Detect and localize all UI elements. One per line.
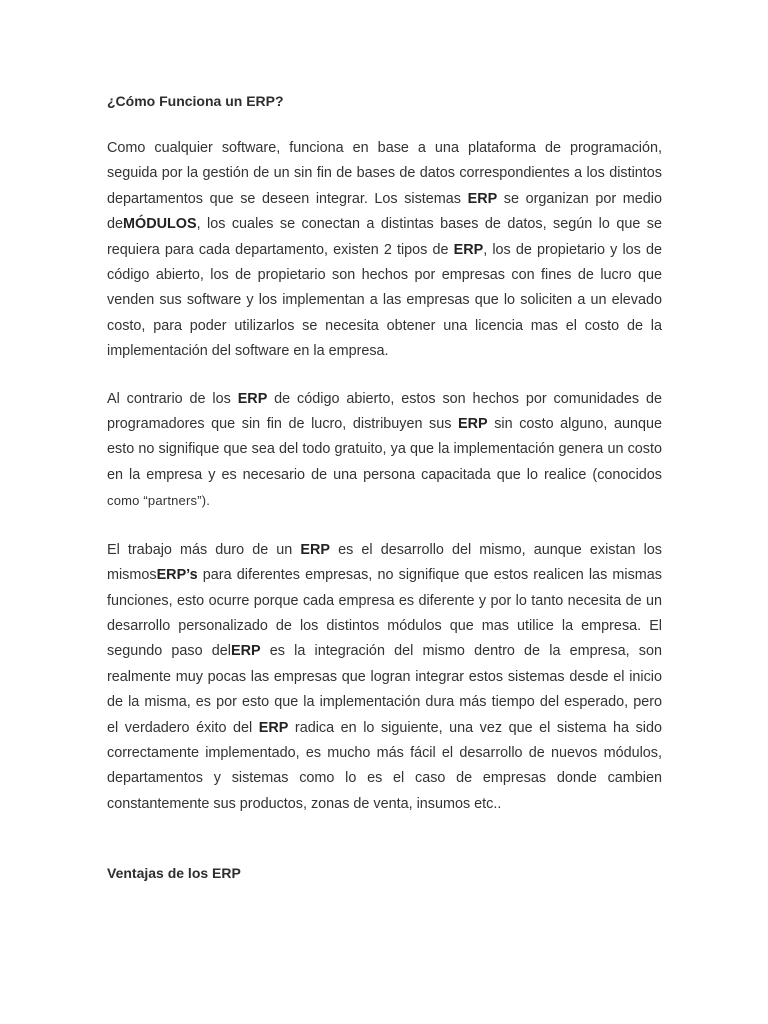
paragraph-text: Al contrario de los <box>107 390 238 407</box>
paragraph-text: sin costo alguno, aunque esto no signifique que sea del todo gratuito, ya que la implementación genera un costo en la empresa y es necesario de una persona capacitada que lo realice (conocidos <box>107 416 662 483</box>
paragraph-text: Como cualquier software, funciona en base a una plataforma de programación, seguida por la gestión de un sin fin de bases de datos correspondientes a los distintos departamentos que se deseen integrar. Los sistemas <box>107 140 662 207</box>
paragraph-trabajo-duro <box>107 538 662 817</box>
paragraph-text: El trabajo más duro de un <box>107 541 301 558</box>
spacer <box>107 365 662 387</box>
paragraph-text: radica en lo siguiente, una vez que el sistema ha sido correctamente implementado, es mucho más fácil el desarrollo de nuevos módulos, departamentos y sistemas como lo es el caso de empresas donde cambien constantemente sus productos, zonas de venta, insumos etc.. <box>107 719 662 812</box>
paragraph-text: se organizan por medio de <box>107 190 663 233</box>
spacer <box>107 114 662 136</box>
paragraph-text: , los de propietario y los de código abierto, los de propietario son hechos por empresas con fines de lucro que venden sus software y los implementan a las empresas que lo soliciten a un elevado costo, para poder utilizarlos se necesita obtener una licencia mas el costo de la implementación del software en la empresa. <box>107 241 662 360</box>
bold-term: ERP’s <box>156 567 198 584</box>
bold-term: ERP <box>453 241 484 258</box>
paragraph-text: es la integración del mismo dentro de la empresa, son realmente muy pocas las empresas que logran integrar estos sistemas desde el inicio de la misma, es por esto que la implementación dura más tiempo del esperado, pero el verdadero éxito del <box>107 643 662 736</box>
paragraph-como-funciona <box>107 136 662 365</box>
spacer <box>107 515 662 538</box>
paragraph-text: es el desarrollo del mismo, aunque existan los mismos <box>107 541 662 584</box>
bold-term: ERP <box>231 643 261 660</box>
paragraph-text: para diferentes empresas, no signifique que estos realicen las mismas funciones, esto ocurre porque cada empresa es diferente y por lo tanto necesita de un desarrollo personalizado de los distintos módulos que mas utilice la empresa. El segundo paso del <box>107 567 662 660</box>
paragraph-text: de código abierto, estos son hechos por comunidades de programadores que sin fin de lucro, distribuyen sus <box>107 390 662 433</box>
paragraph-text: , los cuales se conectan a distintas bases de datos, según lo que se requiera para cada departamento, existen 2 tipos de <box>107 216 662 258</box>
bold-term: ERP <box>467 190 498 207</box>
spacer <box>107 817 662 860</box>
bold-term: MÓDULOS <box>123 216 197 233</box>
paragraph-text-small: como “partners”). <box>107 493 211 509</box>
document-body <box>107 88 662 886</box>
bold-term: ERP <box>458 416 488 433</box>
bold-term: ERP <box>300 541 330 558</box>
bold-term: ERP <box>237 390 268 407</box>
bold-term: ERP <box>258 719 289 736</box>
section-heading-como-funciona: ¿Cómo Funciona un ERP? <box>107 93 284 109</box>
section-heading-ventajas: Ventajas de los ERP <box>107 865 241 882</box>
paragraph-codigo-abierto <box>107 387 662 515</box>
